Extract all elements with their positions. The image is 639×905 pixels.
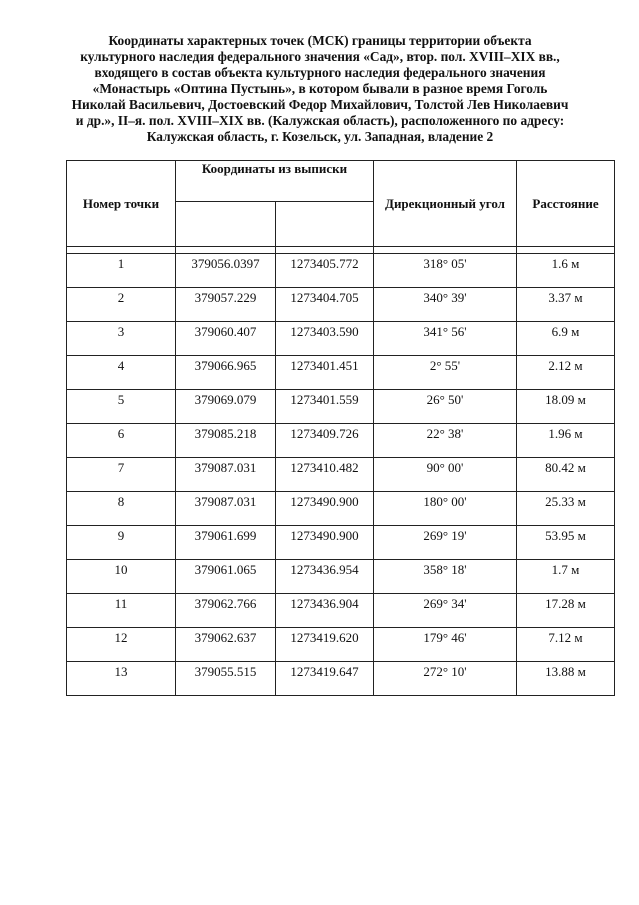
coord-y-cell: 1273404.705	[276, 288, 374, 322]
title-line: Координаты характерных точек (МСК) границы территории объекта	[108, 33, 532, 48]
direction-angle-cell: 358° 18'	[374, 560, 517, 594]
title-line: и др.», II–я. пол. XVIII–XIX вв. (Калужская область), расположенного по адресу:	[75, 113, 565, 128]
table-row	[67, 560, 615, 594]
header-coord-x	[176, 202, 276, 247]
direction-angle-cell: 269° 34'	[374, 594, 517, 628]
table-row	[67, 628, 615, 662]
document-title	[40, 33, 600, 145]
distance-cell: 25.33 м	[517, 492, 615, 526]
distance-cell: 1.6 м	[517, 254, 615, 288]
table-row	[67, 458, 615, 492]
distance-cell: 6.9 м	[517, 322, 615, 356]
coord-x-cell: 379066.965	[176, 356, 276, 390]
distance-cell: 13.88 м	[517, 662, 615, 696]
coord-y-cell: 1273419.647	[276, 662, 374, 696]
coord-y-cell: 1273436.904	[276, 594, 374, 628]
coord-x-cell: 379057.229	[176, 288, 276, 322]
point-number-cell: 5	[67, 390, 176, 424]
title-line: входящего в состав объекта культурного наследия федерального значения	[94, 65, 546, 80]
point-number-cell: 13	[67, 662, 176, 696]
table-row	[67, 526, 615, 560]
table-body	[67, 247, 615, 696]
point-number-cell: 10	[67, 560, 176, 594]
point-number-cell: 1	[67, 254, 176, 288]
direction-angle-cell: 26° 50'	[374, 390, 517, 424]
direction-angle-cell: 340° 39'	[374, 288, 517, 322]
coord-x-cell: 379069.079	[176, 390, 276, 424]
coord-y-cell: 1273401.451	[276, 356, 374, 390]
coord-x-cell: 379060.407	[176, 322, 276, 356]
coord-x-cell: 379087.031	[176, 492, 276, 526]
coord-y-cell: 1273419.620	[276, 628, 374, 662]
spacer-cell	[67, 247, 176, 254]
coord-x-cell: 379062.766	[176, 594, 276, 628]
spacer-cell	[517, 247, 615, 254]
distance-cell: 53.95 м	[517, 526, 615, 560]
direction-angle-cell: 90° 00'	[374, 458, 517, 492]
title-line: Николай Васильевич, Достоевский Федор Михайлович, Толстой Лев Николаевич	[71, 97, 569, 112]
table-row	[67, 492, 615, 526]
table-row	[67, 288, 615, 322]
direction-angle-cell: 318° 05'	[374, 254, 517, 288]
point-number-cell: 4	[67, 356, 176, 390]
header-coordinates: Координаты из выписки	[176, 161, 374, 202]
table-row	[67, 424, 615, 458]
coord-x-cell: 379061.699	[176, 526, 276, 560]
header-distance: Расстояние	[517, 161, 615, 247]
table-row	[67, 662, 615, 696]
title-line: Калужская область, г. Козельск, ул. Западная, владение 2	[146, 129, 494, 144]
distance-cell: 2.12 м	[517, 356, 615, 390]
table-row	[67, 390, 615, 424]
title-line: культурного наследия федерального значения «Сад», втор. пол. XVIII–XIX вв.,	[80, 49, 560, 64]
table-header	[67, 161, 615, 247]
point-number-cell: 6	[67, 424, 176, 458]
coord-y-cell: 1273436.954	[276, 560, 374, 594]
coord-x-cell: 379055.515	[176, 662, 276, 696]
point-number-cell: 7	[67, 458, 176, 492]
title-line: «Монастырь «Оптина Пустынь», в котором бывали в разное время Гоголь	[92, 81, 548, 96]
distance-cell: 80.42 м	[517, 458, 615, 492]
direction-angle-cell: 2° 55'	[374, 356, 517, 390]
direction-angle-cell: 269° 19'	[374, 526, 517, 560]
coord-y-cell: 1273405.772	[276, 254, 374, 288]
direction-angle-cell: 272° 10'	[374, 662, 517, 696]
coord-y-cell: 1273401.559	[276, 390, 374, 424]
header-coord-y	[276, 202, 374, 247]
coord-x-cell: 379062.637	[176, 628, 276, 662]
header-point-number: Номер точки	[67, 161, 176, 247]
distance-cell: 1.96 м	[517, 424, 615, 458]
direction-angle-cell: 22° 38'	[374, 424, 517, 458]
table-row	[67, 356, 615, 390]
coord-x-cell: 379061.065	[176, 560, 276, 594]
distance-cell: 3.37 м	[517, 288, 615, 322]
coord-x-cell: 379056.0397	[176, 254, 276, 288]
table-row	[67, 322, 615, 356]
distance-cell: 1.7 м	[517, 560, 615, 594]
distance-cell: 17.28 м	[517, 594, 615, 628]
coord-y-cell: 1273490.900	[276, 526, 374, 560]
table-row	[67, 594, 615, 628]
point-number-cell: 9	[67, 526, 176, 560]
coord-x-cell: 379087.031	[176, 458, 276, 492]
spacer-cell	[276, 247, 374, 254]
direction-angle-cell: 179° 46'	[374, 628, 517, 662]
coord-y-cell: 1273410.482	[276, 458, 374, 492]
spacer-cell	[374, 247, 517, 254]
point-number-cell: 3	[67, 322, 176, 356]
coordinates-table	[66, 160, 615, 696]
distance-cell: 7.12 м	[517, 628, 615, 662]
coord-x-cell: 379085.218	[176, 424, 276, 458]
direction-angle-cell: 180° 00'	[374, 492, 517, 526]
coord-y-cell: 1273403.590	[276, 322, 374, 356]
header-spacer-row	[67, 247, 615, 254]
point-number-cell: 11	[67, 594, 176, 628]
coord-y-cell: 1273490.900	[276, 492, 374, 526]
direction-angle-cell: 341° 56'	[374, 322, 517, 356]
point-number-cell: 8	[67, 492, 176, 526]
spacer-cell	[176, 247, 276, 254]
point-number-cell: 12	[67, 628, 176, 662]
point-number-cell: 2	[67, 288, 176, 322]
table-row	[67, 254, 615, 288]
distance-cell: 18.09 м	[517, 390, 615, 424]
header-direction-angle: Дирекционный угол	[374, 161, 517, 247]
coord-y-cell: 1273409.726	[276, 424, 374, 458]
